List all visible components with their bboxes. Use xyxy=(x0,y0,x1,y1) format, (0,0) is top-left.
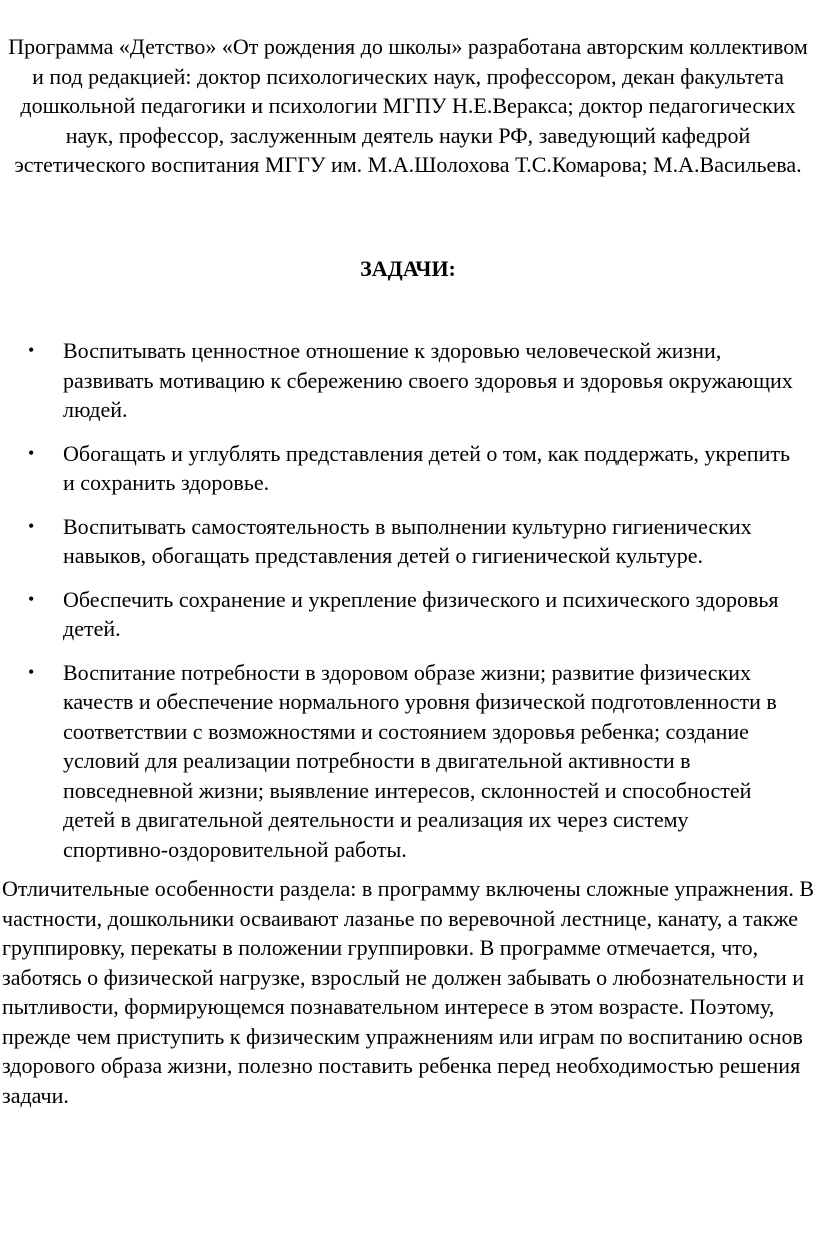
list-item xyxy=(0,658,816,865)
task-text: Воспитание потребности в здоровом образе жизни; развитие физических качеств и обеспечение нормального уровня физической подготовленности в соответствии с возможностями и состоянием здоровья ребенка; создание условий для реализации потребности в двигательной активности в повседневной жизни; выявление интересов, склонностей и способностей детей в двигательной деятельности и реализация их через систему спортивно-оздоровительной работы. xyxy=(63,659,777,862)
tasks-list xyxy=(0,336,816,878)
bullet-icon: • xyxy=(28,340,35,360)
task-text: Воспитывать самостоятельность в выполнении культурно гигиенических навыков, обогащать представления детей о гигиенической культуре. xyxy=(63,513,752,568)
tasks-heading: ЗАДАЧИ: xyxy=(360,256,456,281)
list-item xyxy=(0,512,816,571)
task-text: Воспитывать ценностное отношение к здоровью человеческой жизни, развивать мотивацию к сбережению своего здоровья и здоровья окружающих людей. xyxy=(63,338,793,422)
list-item xyxy=(0,336,816,425)
task-text: Обогащать и углублять представления детей о том, как поддержать, укрепить и сохранить здоровье. xyxy=(63,440,790,495)
bullet-icon: • xyxy=(28,515,35,536)
outro-paragraph: Отличительные особенности раздела: в программу включены сложные упражнения. В частности, дошкольники осваивают лазанье по веревочной лестнице, канату, а также группировку, перекаты в положении группировки. В программе отмечается, что, заботясь о физической нагрузке, взрослый не должен забывать о любознательности и пытливости, формирующемся познавательном интересе в этом возрасте. Поэтому, прежде чем приступить к физическим упражнениям или играм по воспитанию основ здорового образа жизни, полезно поставить ребенка перед необходимостью решения задачи. xyxy=(2,876,815,1108)
bullet-icon: • xyxy=(28,442,35,463)
list-item xyxy=(0,585,816,644)
task-text: Обеспечить сохранение и укрепление физического и психического здоровья детей. xyxy=(63,586,779,641)
list-item xyxy=(0,439,816,498)
bullet-icon: • xyxy=(28,661,35,682)
intro-paragraph: Программа «Детство» «От рождения до школы» разработана авторским коллективом и под редакцией: доктор психологических наук, профессором, декан факультета дошкольной педагогики и психологии МГПУ Н.Е.Веракса; доктор педагогических наук, профессор, заслуженным деятель науки РФ, заведующий кафедрой эстетического воспитания МГГУ им. М.А.Шолохова Т.С.Комарова; М.А.Васильева. xyxy=(8,34,808,177)
bullet-icon: • xyxy=(28,588,35,609)
